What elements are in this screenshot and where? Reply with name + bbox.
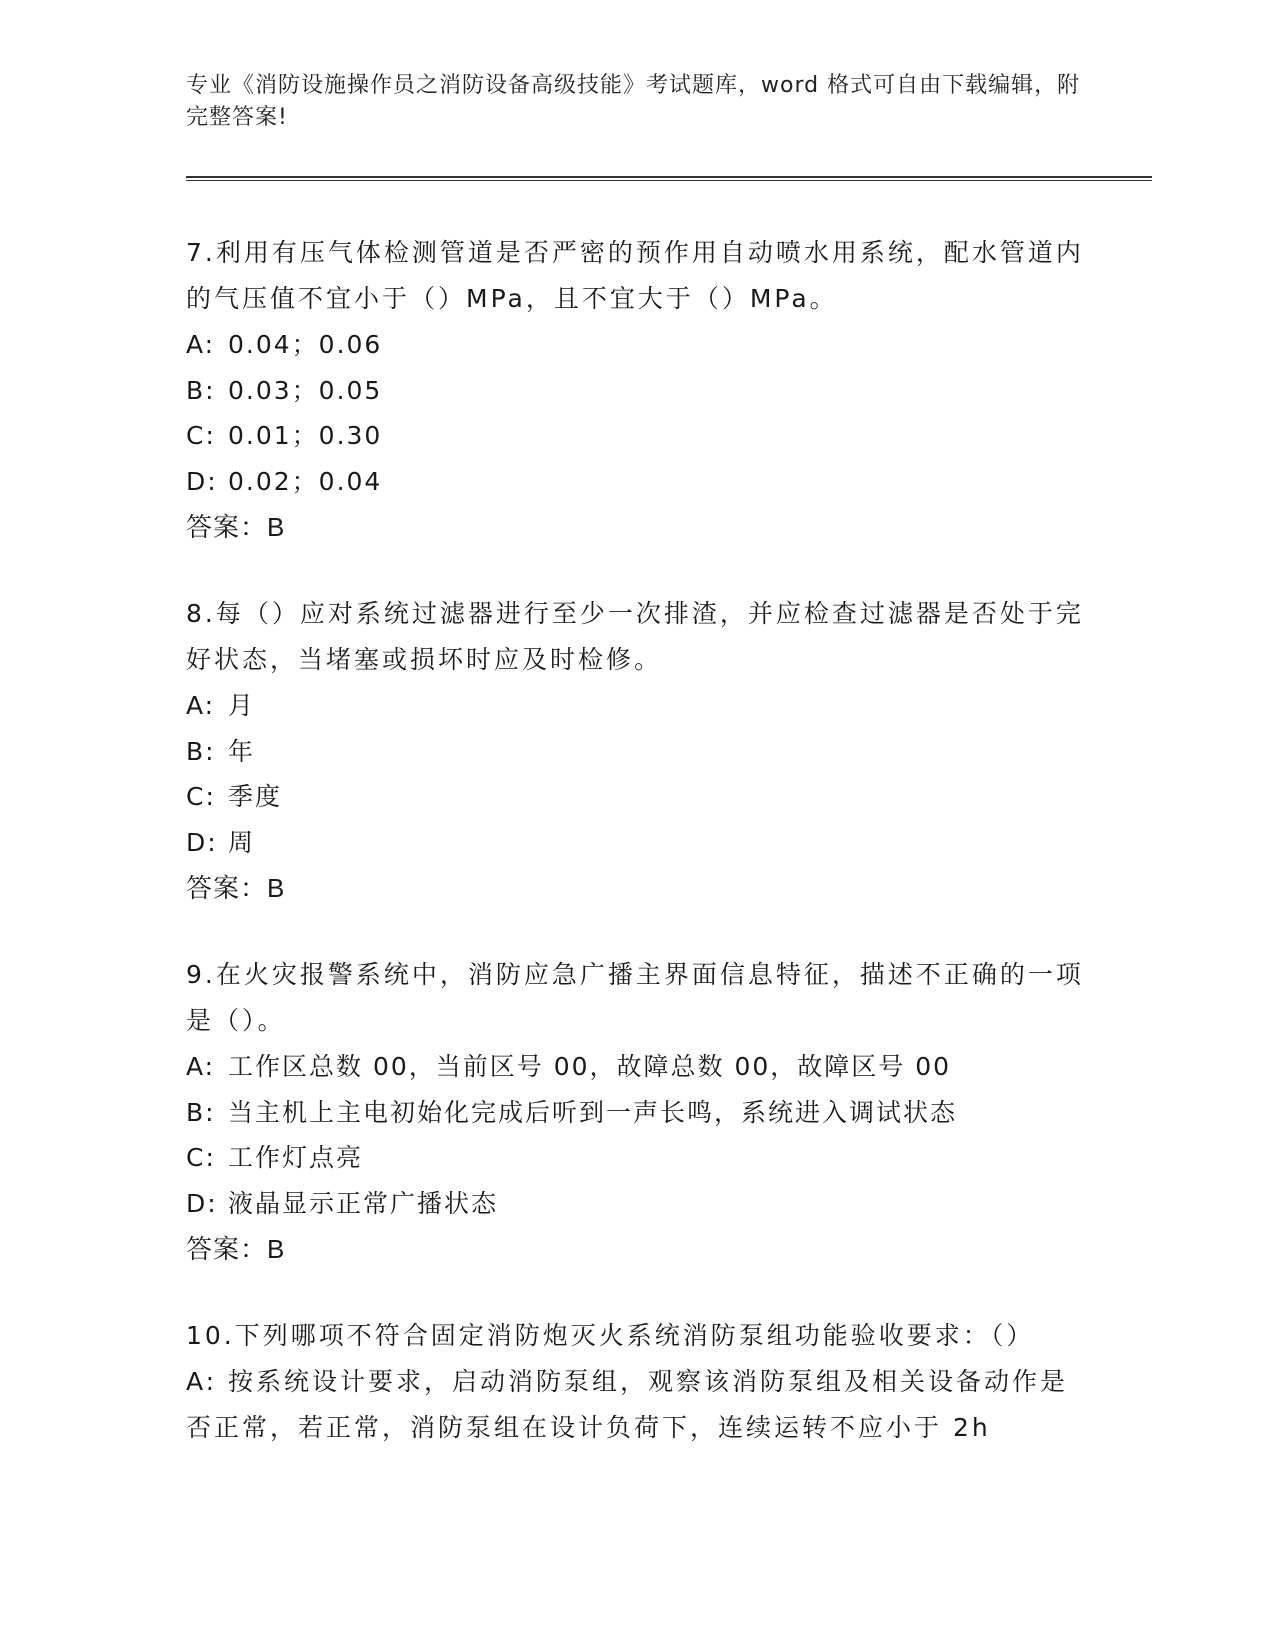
option-letter: A: [186,1367,218,1396]
option-letter: D: [186,827,218,857]
answer-label: 答案： [186,874,268,904]
question-7 [186,230,1086,551]
option-letter: A: [186,691,216,720]
option-text: 工作区总数 00，当前区号 00，故障总数 00，故障区号 00 [228,1052,952,1081]
option-c [186,1135,1086,1181]
answer-line [186,865,1086,912]
option-c [186,774,1086,820]
answer-label: 答案： [186,513,268,543]
answer-label: 答案： [186,1235,268,1265]
option-text: 0.01；0.30 [228,421,383,450]
answer-value: B [267,512,286,542]
question-text: 7.利用有压气体检测管道是否严密的预作用自动喷水用系统，配水管道内的气压值不宜小于（）MPa，且不宜大于（）MPa。 [186,238,1084,313]
option-a [186,683,1086,729]
option-d [186,1181,1086,1227]
question-text: 9.在火灾报警系统中，消防应急广播主界面信息特征，描述不正确的一项是（）。 [186,960,1084,1035]
answer-value: B [267,873,286,903]
option-text: 当主机上主电初始化完成后听到一声长鸣，系统进入调试状态 [228,1097,958,1127]
option-letter: B: [186,736,216,766]
option-letter: C: [186,1143,216,1172]
option-letter: B: [186,375,216,405]
question-10 [186,1313,1086,1451]
header-divider [186,176,1152,181]
document-header: 专业《消防设施操作员之消防设备高级技能》考试题库，word 格式可自由下载编辑，附完整答案! [186,73,1081,130]
option-text: 季度 [228,782,283,811]
option-a [186,1044,1086,1090]
option-b [186,729,1086,775]
option-text: 0.04；0.06 [228,330,383,359]
question-8 [186,591,1086,912]
option-text: 0.02；0.04 [228,466,383,496]
option-letter: B: [186,1097,216,1127]
option-text: 月 [228,691,256,720]
answer-value: B [267,1234,286,1264]
option-text: 0.03；0.05 [228,375,383,405]
option-d [186,459,1086,505]
option-c [186,413,1086,459]
option-d [186,820,1086,866]
option-letter: A: [186,330,216,359]
option-text: 液晶显示正常广播状态 [228,1188,499,1218]
answer-line [186,504,1086,551]
question-list [186,230,1086,1491]
option-text: 工作灯点亮 [228,1143,364,1172]
option-b [186,368,1086,414]
question-9 [186,952,1086,1273]
option-letter: A: [186,1052,216,1081]
option-b [186,1090,1086,1136]
answer-line [186,1226,1086,1273]
option-a [186,1359,1086,1451]
option-a [186,322,1086,368]
question-text: 10.下列哪项不符合固定消防炮灭火系统消防泵组功能验收要求：（） [186,1321,1035,1350]
option-letter: C: [186,782,216,811]
option-letter: D: [186,1188,218,1218]
question-text: 8.每（）应对系统过滤器进行至少一次排渣，并应检查过滤器是否处于完好状态，当堵塞或损坏时应及时检修。 [186,599,1084,674]
option-text: 周 [228,827,256,857]
option-letter: D: [186,466,218,496]
option-letter: C: [186,421,216,450]
option-text: 按系统设计要求，启动消防泵组，观察该消防泵组及相关设备动作是否正常，若正常，消防泵组在设计负荷下，连续运转不应小于 2h [186,1367,1069,1442]
option-text: 年 [228,736,256,766]
